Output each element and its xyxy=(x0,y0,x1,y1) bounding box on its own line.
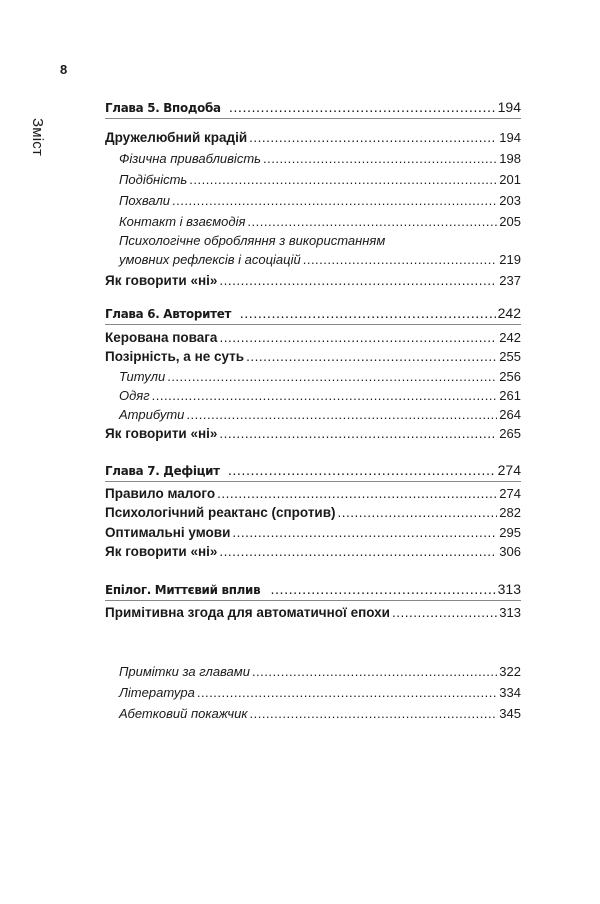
toc-title: Керована повага xyxy=(105,330,218,345)
toc-subsection[interactable] xyxy=(119,253,521,266)
underline-rule xyxy=(105,481,521,482)
toc-section[interactable] xyxy=(105,487,521,501)
dot-leader xyxy=(152,389,498,402)
dot-leader xyxy=(240,307,496,322)
dot-leader xyxy=(232,526,497,540)
toc-page-number: 261 xyxy=(499,388,521,403)
toc-page-number: 194 xyxy=(497,99,521,115)
underline-rule xyxy=(105,118,521,119)
toc-section[interactable] xyxy=(105,331,521,345)
toc-chapter-6[interactable] xyxy=(105,306,521,322)
toc-title: Глава 7. Дефіцит xyxy=(105,463,220,478)
toc-page-number: 255 xyxy=(499,349,521,364)
dot-leader xyxy=(303,253,498,266)
dot-leader xyxy=(219,274,497,288)
toc-section[interactable] xyxy=(105,545,521,559)
toc-page-number: 274 xyxy=(497,462,521,478)
toc-title: Позірність, а не суть xyxy=(105,349,245,364)
toc-section[interactable] xyxy=(105,350,521,364)
toc-page-number: 295 xyxy=(499,525,521,540)
toc-page-number: 237 xyxy=(499,273,521,288)
toc-section[interactable] xyxy=(105,506,521,520)
toc-chapter-5[interactable] xyxy=(105,100,521,116)
toc-subsection-line1[interactable]: Психологічне обробляння з використанням xyxy=(119,233,386,248)
toc-page-number: 313 xyxy=(497,581,521,597)
toc-section[interactable] xyxy=(105,427,521,441)
toc-title: Атрибути xyxy=(119,407,185,422)
dot-leader xyxy=(189,173,497,186)
toc-title: Фізична привабливість xyxy=(119,151,261,166)
toc-page-number: 264 xyxy=(499,407,521,422)
toc-section[interactable] xyxy=(105,606,521,620)
toc-title: Глава 5. Вподоба xyxy=(105,100,221,115)
toc-section[interactable] xyxy=(105,526,521,540)
dot-leader xyxy=(197,686,497,699)
dot-leader xyxy=(263,152,497,165)
toc-page-number: 306 xyxy=(499,544,521,559)
toc-page-number: 205 xyxy=(499,214,521,229)
toc-title: Похвали xyxy=(119,193,171,208)
dot-leader xyxy=(252,665,497,678)
toc-title: Подібність xyxy=(119,172,188,187)
toc-page-number: 345 xyxy=(499,706,521,721)
toc-title: Правило малого xyxy=(105,486,216,501)
toc-section[interactable] xyxy=(105,131,521,145)
toc-epilogue[interactable] xyxy=(105,582,521,598)
page-number: 8 xyxy=(60,62,68,77)
toc-page-number: 242 xyxy=(497,305,521,321)
dot-leader xyxy=(338,506,498,520)
underline-rule xyxy=(105,600,521,601)
dot-leader xyxy=(186,408,497,421)
toc-title: Примітки за главами xyxy=(119,664,250,679)
toc-page-number: 201 xyxy=(499,172,521,187)
toc-page-number: 256 xyxy=(499,369,521,384)
dot-leader xyxy=(247,215,497,228)
toc-page-number: 313 xyxy=(499,605,521,620)
running-head: Зміст xyxy=(29,118,46,157)
toc-page-number: 194 xyxy=(499,130,521,145)
toc-page-number: 203 xyxy=(499,193,521,208)
toc-title: Одяг xyxy=(119,388,150,403)
toc-title: Абетковий покажчик xyxy=(119,706,248,721)
toc-title: Контакт і взаємодія xyxy=(119,214,246,229)
toc-subsection[interactable] xyxy=(119,194,521,207)
toc-page-number: 274 xyxy=(499,486,521,501)
toc-title: Епілог. Миттєвий вплив xyxy=(105,582,261,597)
toc-title: Примітивна згода для автоматичної епохи xyxy=(105,605,390,620)
toc-title: Оптимальні умови xyxy=(105,525,231,540)
dot-leader xyxy=(217,487,497,501)
toc-chapter-7[interactable] xyxy=(105,463,521,479)
dot-leader xyxy=(219,545,497,559)
dot-leader xyxy=(219,427,497,441)
toc-back-literature[interactable] xyxy=(119,686,521,699)
toc-title: Як говорити «ні» xyxy=(105,426,218,441)
dot-leader xyxy=(172,194,497,207)
toc-back-index[interactable] xyxy=(119,707,521,720)
underline-rule xyxy=(105,324,521,325)
toc-page-number: 322 xyxy=(499,664,521,679)
toc-subsection[interactable] xyxy=(119,370,521,383)
dot-leader xyxy=(229,101,496,116)
toc-subsection[interactable] xyxy=(119,408,521,421)
toc-title: Глава 6. Авторитет xyxy=(105,306,232,321)
toc-title: Титули xyxy=(119,369,166,384)
toc-title: Як говорити «ні» xyxy=(105,273,218,288)
toc-title: Література xyxy=(119,685,195,700)
toc-title: Дружелюбний крадій xyxy=(105,130,248,145)
toc-section[interactable] xyxy=(105,274,521,288)
toc-page-number: 282 xyxy=(499,505,521,520)
toc-title: умовних рефлексів і асоціацій xyxy=(119,252,301,267)
toc-title: Психологічний реактанс (спротив) xyxy=(105,505,336,520)
toc-subsection[interactable] xyxy=(119,173,521,186)
toc-title: Як говорити «ні» xyxy=(105,544,218,559)
toc-page-number: 198 xyxy=(499,151,521,166)
toc-page-number: 334 xyxy=(499,685,521,700)
toc-subsection[interactable] xyxy=(119,389,521,402)
toc-subsection[interactable] xyxy=(119,152,521,165)
dot-leader xyxy=(246,350,497,364)
dot-leader xyxy=(392,606,497,620)
dot-leader xyxy=(228,464,496,479)
toc-page-number: 219 xyxy=(499,252,521,267)
toc-page-number: 265 xyxy=(499,426,521,441)
dot-leader xyxy=(249,707,497,720)
dot-leader xyxy=(219,331,497,345)
dot-leader xyxy=(249,131,497,145)
dot-leader xyxy=(270,583,495,598)
dot-leader xyxy=(167,370,497,383)
toc-page-number: 242 xyxy=(499,330,521,345)
toc-subsection[interactable] xyxy=(119,215,521,228)
toc-back-notes[interactable] xyxy=(119,665,521,678)
